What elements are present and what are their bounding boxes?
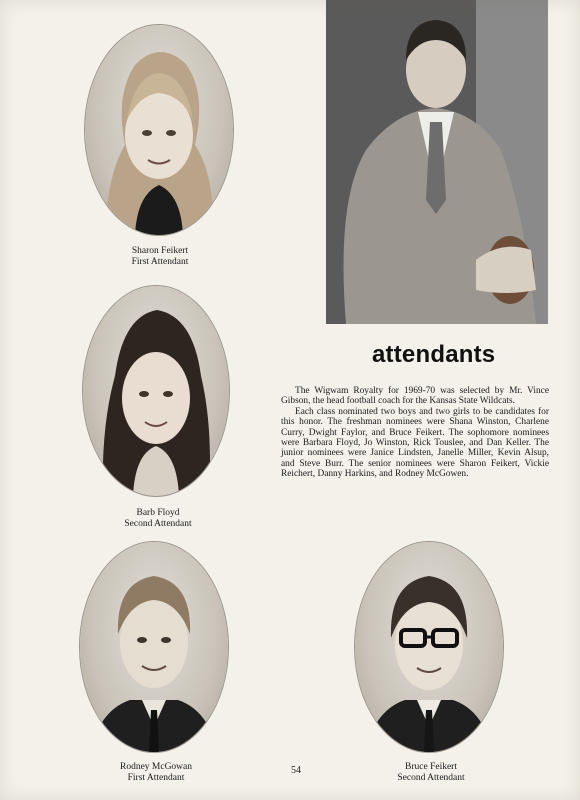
- portrait-name: Rodney McGowan: [119, 762, 193, 772]
- article-paragraph: Each class nominated two boys and two girls to be candidates for this honor. The freshman nominees were Shana Winston, Charlene Curry, Dwight Faylor, and Bruce Feikert. The sophomore nominees were Barbara Floyd, Jo Winston, Rick Touslee, and Dan Keller. The junior nominees were Janice Lindsten, Janelle Miller, Kevin Alsup, and Steve Burr. The senior nominees were Sharon Feikert, Vickie Reichert, Danny Harkins, and Rodney McGowen.: [281, 406, 549, 480]
- coach-photo: [326, 0, 548, 324]
- portrait-title: First Attendant: [131, 257, 189, 267]
- portrait-title: Second Attendant: [124, 519, 192, 529]
- caption-rodney-mcgowan: [106, 762, 206, 784]
- page-number: 54: [291, 765, 301, 776]
- portrait-title: First Attendant: [127, 773, 185, 783]
- portrait-name: Barb Floyd: [136, 508, 180, 518]
- portrait-bruce-feikert: [355, 542, 503, 752]
- portrait-name: Sharon Feikert: [131, 246, 189, 256]
- article-body: [281, 386, 549, 480]
- page-heading: attendants: [372, 341, 496, 368]
- portrait-rodney-mcgowan: [80, 542, 228, 752]
- caption-bruce-feikert: [381, 762, 481, 784]
- caption-sharon-feikert: [110, 246, 210, 268]
- portrait-title: Second Attendant: [397, 773, 465, 783]
- article-paragraph: The Wigwam Royalty for 1969-70 was selected by Mr. Vince Gibson, the head football coach for the Kansas State Wildcats.: [281, 386, 549, 407]
- caption-barb-floyd: [108, 508, 208, 530]
- portrait-name: Bruce Feikert: [405, 762, 457, 772]
- portrait-barb-floyd: [83, 286, 229, 496]
- portrait-sharon-feikert: [85, 25, 233, 235]
